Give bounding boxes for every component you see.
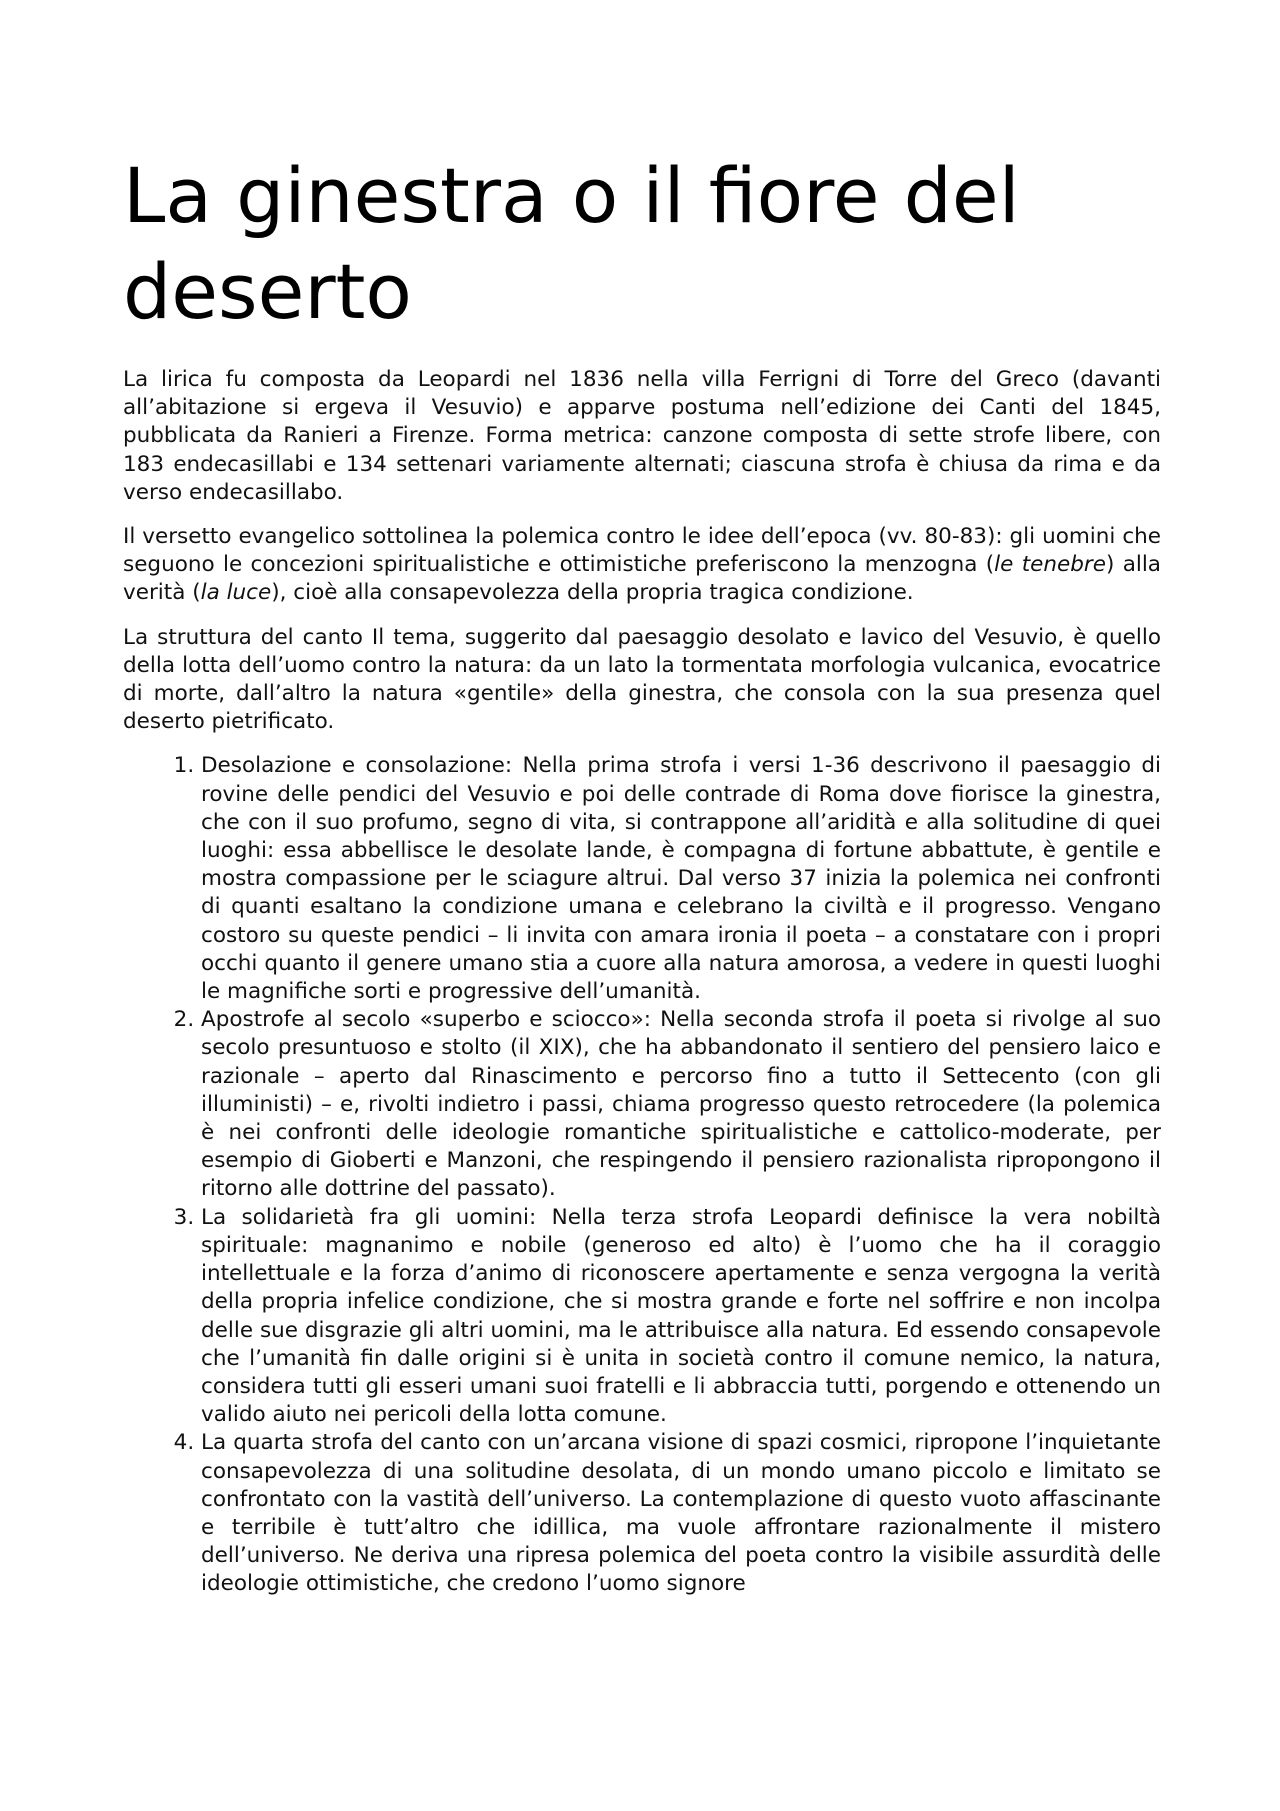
list-item: 1. Desolazione e consolazione: Nella prima strofa i versi 1-36 descrivono il paesaggio di rovine delle pendici del Vesuvio e poi delle contrade di Roma dove fiorisce la ginestra, che con il suo profumo, segno di vita, si contrappone all’aridità e alla solitudine di quei luoghi: essa abbellisce le desolate lande, è compagna di fortune abbattute, è gentile e mostra compassione per le sciagure altrui. Dal verso 37 inizia la polemica nei confronti di quanti esaltano la condizione umana e celebrano la civiltà e il progresso. Vengano costoro su queste pendici – li invita con amara ironia il poeta – a constatare con i propri occhi quanto il genere umano stia a cuore alla natura amorosa, a vedere in questi luoghi le magnifiche sorti e progressive dell’umanità. — [201, 752, 1161, 1006]
epigraph-text-a: Il versetto evangelico sottolinea la polemica contro le idee dell’epoca (vv. 80-83): gli uomini che seguono le concezioni spiritualistiche e ottimistiche preferiscono la menzogna ( — [123, 524, 1161, 578]
intro-paragraph: La lirica fu composta da Leopardi nel 1836 nella villa Ferrigni di Torre del Greco (davanti all’abitazione si ergeva il Vesuvio) e apparve postuma nell’edizione dei Canti del 1845, pubblicata da Ranieri a Firenze. Forma metrica: canzone composta di sette strofe libere, con 183 endecasillabi e 134 settenari variamente alternati; ciascuna strofa è chiusa da rima e da verso endecasillabo. — [123, 367, 1161, 505]
document-page — [123, 148, 1161, 1599]
document-title: La ginestra o il fiore del deserto — [123, 151, 1020, 336]
epigraph-paragraph — [123, 523, 1161, 608]
list-item: 2. Apostrofe al secolo «superbo e sciocco»: Nella seconda strofa il poeta si rivolge al suo secolo presuntuoso e stolto (il XIX), che ha abbandonato il sentiero del pensiero laico e razionale – aperto dal Rinascimento e percorso fino a tutto il Settecento (con gli illuministi) – e, rivolti indietro i passi, chiama progresso questo retrocedere (la polemica è nei confronti delle ideologie romantiche spiritualistiche e cattolico-moderate, per esempio di Gioberti e Manzoni, che respingendo il pensiero razionalista ripropongono il ritorno alle dottrine del passato). — [201, 1006, 1161, 1203]
strophe-list — [123, 752, 1161, 1598]
epigraph-italic-luce: la luce — [200, 580, 272, 606]
structure-paragraph: La struttura del canto Il tema, suggerito dal paesaggio desolato e lavico del Vesuvio, è quello della lotta dell’uomo contro la natura: da un lato la tormentata morfologia vulcanica, evocatrice di morte, dall’altro la natura «gentile» della ginestra, che consola con la sua presenza quel deserto pietrificato. — [123, 624, 1161, 735]
list-item: 3. La solidarietà fra gli uomini: Nella terza strofa Leopardi definisce la vera nobiltà spirituale: magnanimo e nobile (generoso ed alto) è l’uomo che ha il coraggio intellettuale e la forza d’animo di riconoscere apertamente e senza vergogna la verità della propria infelice condizione, che si mostra grande e forte nel soffrire e non incolpa delle sue disgrazie gli altri uomini, ma le attribuisce alla natura. Ed essendo consapevole che l’umanità fin dalle origini si è unita in società contro il comune nemico, la natura, considera tutti gli esseri umani suoi fratelli e li abbraccia tutti, porgendo e ottenendo un valido aiuto nei pericoli della lotta comune. — [201, 1204, 1161, 1430]
epigraph-text-e: ), cioè alla consapevolezza della propria tragica condizione. — [271, 580, 914, 606]
epigraph-italic-tenebre: le tenebre — [994, 552, 1106, 578]
epigraph-text-c: ) alla verità ( — [123, 552, 1161, 606]
list-item: 4. La quarta strofa del canto con un’arcana visione di spazi cosmici, ripropone l’inquietante consapevolezza di una solitudine desolata, di un mondo umano piccolo e limitato se confrontato con la vastità dell’universo. La contemplazione di questo vuoto affascinante e terribile è tutt’altro che idillica, ma vuole affrontare razionalmente il mistero dell’universo. Ne deriva una ripresa polemica del poeta contro la visibile assurdità delle ideologie ottimistiche, che credono l’uomo signore — [201, 1429, 1161, 1598]
